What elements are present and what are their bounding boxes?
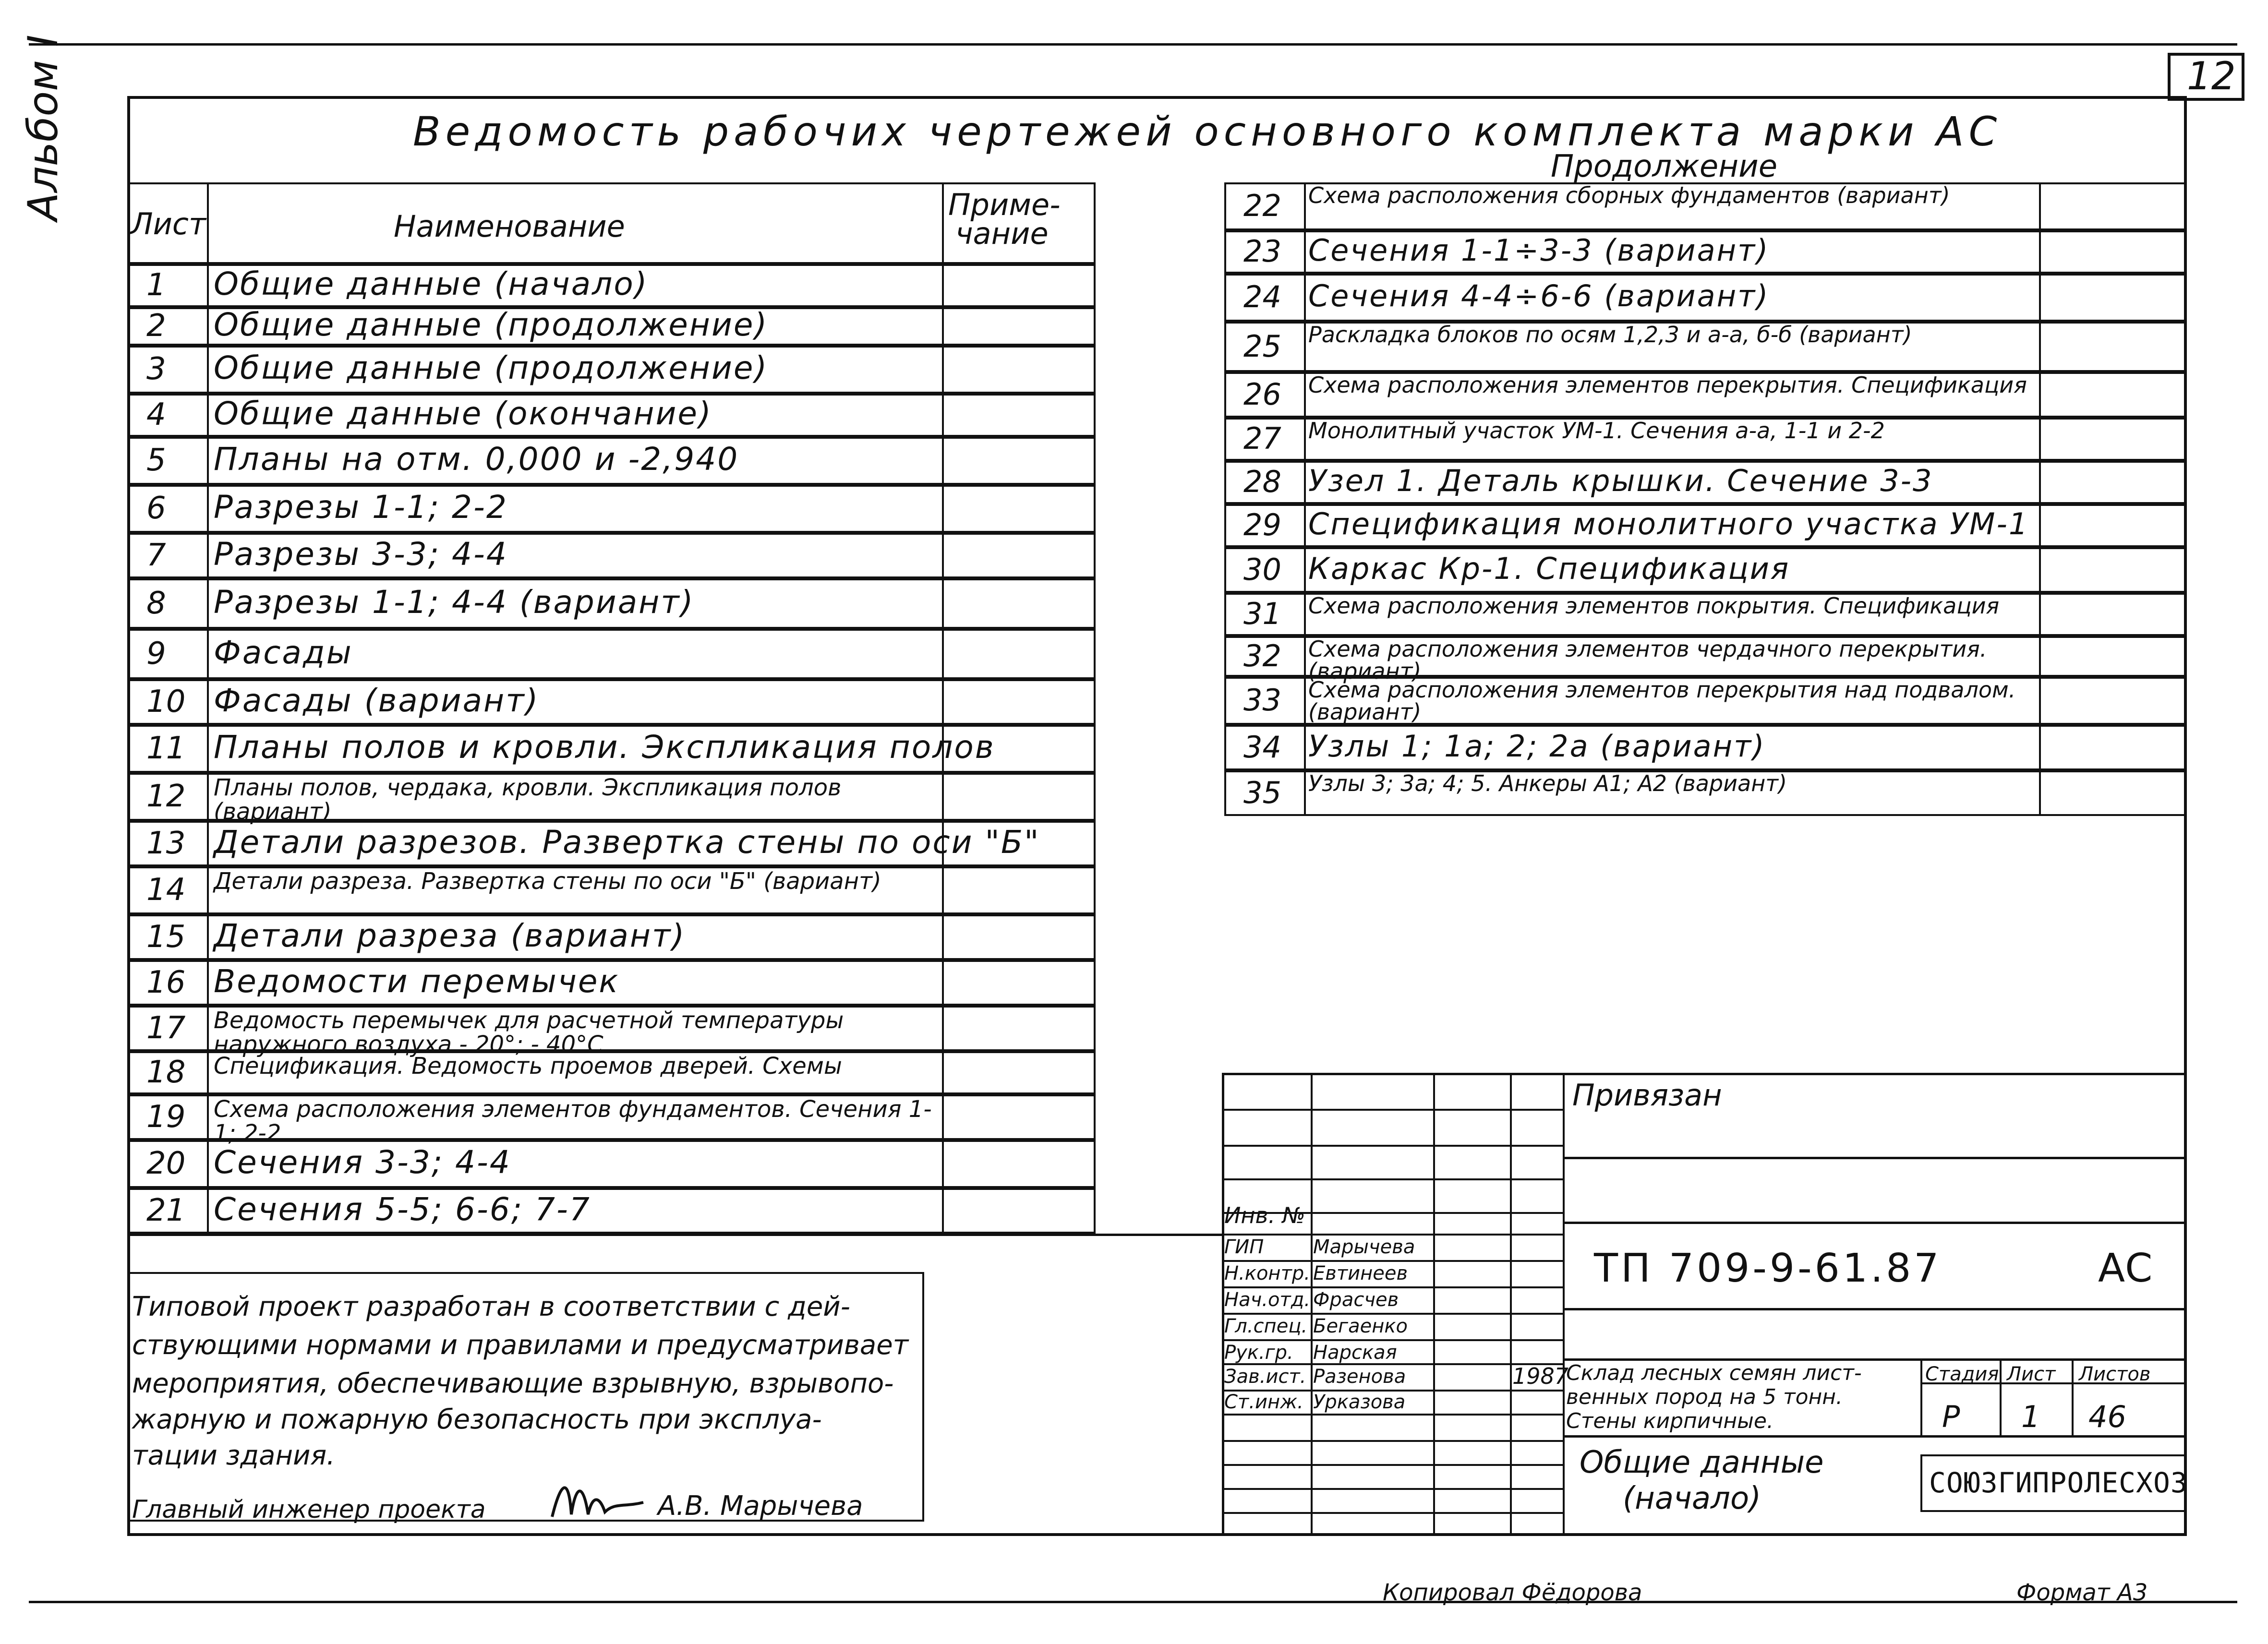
row-number: 25 [1243, 328, 1281, 364]
row-number: 16 [146, 964, 186, 1000]
row-number-cell [127, 264, 209, 307]
top-border-line [29, 43, 2237, 46]
project-code: ТП 709-9-61.87 [1594, 1246, 1942, 1291]
row-name: Схема расположения сборных фундаментов (вариант) [1308, 182, 1950, 208]
row-name: Разрезы 1-1; 4-4 (вариант) [214, 583, 695, 621]
row-number: 15 [146, 919, 186, 955]
row-number: 20 [146, 1146, 186, 1181]
signature-name: А.В. Марычева [658, 1490, 863, 1522]
row-note-cell [942, 346, 1096, 394]
object-name-1: Склад лесных семян лист- [1566, 1361, 1862, 1385]
row-number-cell [127, 394, 209, 437]
object-name-2: венных пород на 5 тонн. [1566, 1385, 1843, 1409]
row-name: Сечения 3-3; 4-4 [214, 1144, 511, 1181]
main-title: Ведомость рабочих чертежей основного комплекта марки АС [413, 108, 2002, 155]
row-number: 11 [146, 731, 186, 766]
title-block-line [1222, 1313, 1563, 1315]
sheet-value: 1 [2021, 1399, 2040, 1434]
row-number: 4 [146, 397, 166, 432]
row-number: 31 [1243, 596, 1281, 631]
title-block-line [1311, 1073, 1313, 1536]
org-name: СОЮЗГИПРОЛЕСХОЗ [1929, 1466, 2188, 1499]
bottom-border-line [29, 1601, 2237, 1603]
left-header-sheet: Лист [131, 206, 206, 241]
row-note-cell [942, 1188, 1096, 1234]
sheets-value: 46 [2088, 1399, 2126, 1434]
row-name: Детали разреза (вариант) [214, 917, 686, 954]
row-number: 28 [1243, 464, 1281, 499]
title-block-line [1563, 1222, 2187, 1224]
stage-label: Стадия [1925, 1363, 1999, 1385]
title-block-line [1222, 1339, 1563, 1341]
row-name: Общие данные (окончание) [214, 395, 712, 432]
row-note-cell [942, 533, 1096, 578]
row-number: 8 [146, 585, 166, 621]
row-name: Спецификация монолитного участка УМ-1 [1308, 506, 2029, 541]
row-number-cell [127, 437, 209, 485]
row-number: 24 [1243, 279, 1281, 314]
row-name: Планы полов и кровли. Экспликация полов [214, 729, 995, 766]
row-name: Общие данные (продолжение) [214, 349, 769, 386]
note-line-4: тации здания. [132, 1440, 335, 1471]
doc-name-2: (начало) [1623, 1481, 1761, 1516]
left-header-note-1: Приме- [948, 187, 1061, 222]
row-number: 17 [146, 1010, 186, 1046]
row-note-cell [942, 866, 1096, 914]
staff-role: Рук.гр. [1224, 1342, 1293, 1364]
title-block-line [1563, 1435, 2187, 1438]
row-name: Детали разрезов. Развертка стены по оси "Б" [214, 823, 1040, 861]
sheets-label: Листов [2079, 1363, 2151, 1385]
doc-name-1: Общие данные [1580, 1445, 1824, 1480]
row-name: Сечения 1-1÷3-3 (вариант) [1308, 233, 1770, 268]
row-note-cell [2039, 636, 2187, 677]
sheet-label: Лист [2007, 1363, 2056, 1385]
row-name: Общие данные (продолжение) [214, 306, 769, 343]
row-number: 34 [1243, 729, 1281, 765]
staff-name: Разенова [1313, 1366, 1406, 1388]
note-line-1a: Типовой проект разработан в соответствии с дей- [132, 1291, 850, 1322]
row-number-cell [127, 533, 209, 578]
row-name: Общие данные (начало) [214, 265, 649, 302]
note-line-1b: ствующими нормами и правилами и предусматривает [132, 1330, 909, 1361]
row-number: 19 [146, 1099, 186, 1135]
staff-name: Нарская [1313, 1342, 1397, 1364]
staff-name: Фрасчев [1313, 1289, 1399, 1311]
row-name: Фасады (вариант) [214, 682, 540, 719]
row-number: 2 [146, 308, 166, 344]
row-name: Разрезы 1-1; 2-2 [214, 489, 508, 526]
row-note-cell [942, 914, 1096, 960]
row-name: Сечения 4-4÷6-6 (вариант) [1308, 278, 1770, 313]
row-number-cell [127, 346, 209, 394]
row-number: 3 [146, 351, 166, 387]
row-number: 29 [1243, 507, 1281, 542]
left-header-name: Наименование [394, 209, 625, 244]
row-name: Каркас Кр-1. Спецификация [1308, 551, 1790, 586]
row-number-cell [127, 578, 209, 629]
staff-role: Зав.ист. [1224, 1366, 1306, 1388]
title-block-line [1563, 1308, 2187, 1310]
title-block-line [1222, 1414, 1563, 1416]
row-note-cell [2039, 461, 2187, 504]
row-note-cell [942, 773, 1096, 821]
staff-name: Марычева [1313, 1236, 1415, 1258]
stage-value: Р [1942, 1399, 1960, 1434]
row-name: Схема расположения элементов фундаментов. Сечения 1-1; 2-2 [214, 1096, 932, 1147]
row-note-cell [942, 679, 1096, 725]
title-block-line [1222, 1234, 1563, 1236]
row-number: 30 [1243, 552, 1281, 587]
row-note-cell [2039, 274, 2187, 322]
row-note-cell [942, 960, 1096, 1006]
row-name: Схема расположения элементов перекрытия. Спецификация [1308, 372, 2027, 398]
row-name: Ведомость перемычек для расчетной температуры наружного воздуха - 20°; - 40°С [214, 1007, 844, 1058]
page-number: 12 [2187, 54, 2236, 98]
title-block-line [1563, 1073, 1565, 1536]
title-block-line [1222, 1286, 1563, 1288]
row-note-cell [942, 394, 1096, 437]
row-number: 26 [1243, 376, 1281, 412]
format-label: Формат А3 [2016, 1579, 2148, 1606]
left-section-divider [127, 1234, 1222, 1236]
row-note-cell [2039, 372, 2187, 418]
title-block-line [1222, 1440, 1563, 1442]
row-number: 6 [146, 491, 166, 526]
row-note-cell [2039, 725, 2187, 770]
row-note-cell [2039, 182, 2187, 230]
title-block-line [1222, 1512, 1563, 1514]
row-number: 27 [1243, 421, 1281, 456]
bound-label: Привязан [1572, 1078, 1722, 1113]
row-name: Фасады [214, 634, 353, 671]
row-note-cell [2039, 677, 2187, 725]
staff-role: Н.контр. [1224, 1262, 1310, 1284]
row-name: Ведомости перемычек [214, 962, 620, 1000]
row-number: 21 [146, 1192, 186, 1228]
row-note-cell [2039, 547, 2187, 593]
row-name: Узлы 1; 1а; 2; 2а (вариант) [1308, 728, 1766, 764]
row-note-cell [942, 1094, 1096, 1140]
row-name: Сечения 5-5; 6-6; 7-7 [214, 1190, 591, 1228]
staff-role: Ст.инж. [1224, 1391, 1303, 1413]
title-block-line [1433, 1073, 1435, 1536]
row-number: 14 [146, 872, 186, 908]
row-note-cell [942, 629, 1096, 679]
row-name: Монолитный участок УМ-1. Сечения а-а, 1-1 и 2-2 [1308, 418, 1885, 444]
note-line-2: мероприятия, обеспечивающие взрывную, взрывопо- [132, 1368, 894, 1399]
row-number: 18 [146, 1055, 186, 1090]
staff-role: ГИП [1224, 1236, 1264, 1258]
row-note-cell [942, 437, 1096, 485]
row-number: 32 [1243, 638, 1281, 673]
inv-label: Инв. № [1224, 1202, 1305, 1228]
row-note-cell [942, 485, 1096, 533]
title-block-line [1222, 1145, 1563, 1147]
title-block-line [1563, 1157, 2187, 1159]
staff-name: Урказова [1313, 1391, 1406, 1413]
row-note-cell [942, 578, 1096, 629]
title-block-line [2000, 1358, 2002, 1435]
title-block-line [1222, 1464, 1563, 1466]
row-name: Схема расположения элементов покрытия. Спецификация [1308, 593, 2000, 619]
row-name: Схема расположения элементов перекрытия над подвалом. (вариант) [1308, 677, 2016, 725]
row-name: Узел 1. Деталь крышки. Сечение 3-3 [1308, 463, 1933, 498]
row-note-cell [2039, 418, 2187, 461]
title-block-line [2072, 1358, 2074, 1435]
row-name: Раскладка блоков по осям 1,2,3 и а-а, б-б (вариант) [1308, 322, 1912, 348]
project-mark: АС [2098, 1246, 2153, 1291]
row-number: 23 [1243, 234, 1281, 269]
note-line-3: жарную и пожарную безопасность при эксплуа- [132, 1404, 822, 1435]
row-number: 33 [1243, 683, 1281, 718]
row-name: Планы на отм. 0,000 и -2,940 [214, 441, 739, 478]
row-number-cell [127, 629, 209, 679]
object-name-3: Стены кирпичные. [1566, 1409, 1773, 1433]
row-number: 5 [146, 443, 166, 478]
signature-mark [547, 1469, 653, 1526]
row-note-cell [942, 1051, 1096, 1094]
row-number: 9 [146, 636, 166, 672]
row-note-cell [2039, 322, 2187, 372]
row-number: 1 [146, 267, 166, 303]
staff-name: Бегаенко [1313, 1315, 1408, 1337]
row-note-cell [2039, 593, 2187, 636]
row-note-cell [942, 264, 1096, 307]
row-number: 7 [146, 537, 166, 573]
row-number: 13 [146, 825, 186, 861]
row-note-cell [942, 307, 1096, 346]
title-block-line [1222, 1109, 1563, 1111]
row-number-cell [127, 485, 209, 533]
row-note-cell [2039, 504, 2187, 547]
row-number: 35 [1243, 775, 1281, 810]
signature-label: Главный инженер проекта [132, 1495, 486, 1524]
row-name: Детали разреза. Развертка стены по оси "Б" (вариант) [214, 868, 881, 895]
row-name: Схема расположения элементов чердачного перекрытия. (вариант) [1308, 636, 1987, 684]
title-block-line [1222, 1178, 1563, 1180]
row-note-cell [942, 1140, 1096, 1188]
continuation-label: Продолжение [1551, 149, 1778, 184]
staff-role: Гл.спец. [1224, 1315, 1308, 1337]
left-header-note-2: чание [955, 216, 1049, 251]
title-block-line [1920, 1358, 1922, 1435]
row-note-cell [2039, 770, 2187, 816]
row-number: 10 [146, 684, 186, 720]
row-note-cell [942, 1006, 1096, 1051]
row-number: 12 [146, 779, 186, 814]
row-name: Спецификация. Ведомость проемов дверей. Схемы [214, 1053, 842, 1080]
title-block-line [1222, 1488, 1563, 1490]
staff-name: Евтинеев [1313, 1262, 1408, 1284]
title-block-line [1510, 1073, 1512, 1536]
row-number: 22 [1243, 188, 1281, 223]
row-name: Разрезы 3-3; 4-4 [214, 535, 508, 573]
row-number-cell [127, 307, 209, 346]
staff-role: Нач.отд. [1224, 1289, 1311, 1311]
row-name: Планы полов, чердака, кровли. Экспликация полов (вариант) [214, 774, 842, 825]
row-name: Узлы 3; 3а; 4; 5. Анкеры А1; А2 (вариант) [1308, 770, 1787, 796]
copied-by: Копировал Фёдорова [1383, 1579, 1642, 1606]
album-label: Альбом I [19, 35, 67, 221]
row-note-cell [2039, 230, 2187, 274]
year-label: 1987 [1512, 1363, 1569, 1389]
title-block-line [1222, 1260, 1563, 1262]
